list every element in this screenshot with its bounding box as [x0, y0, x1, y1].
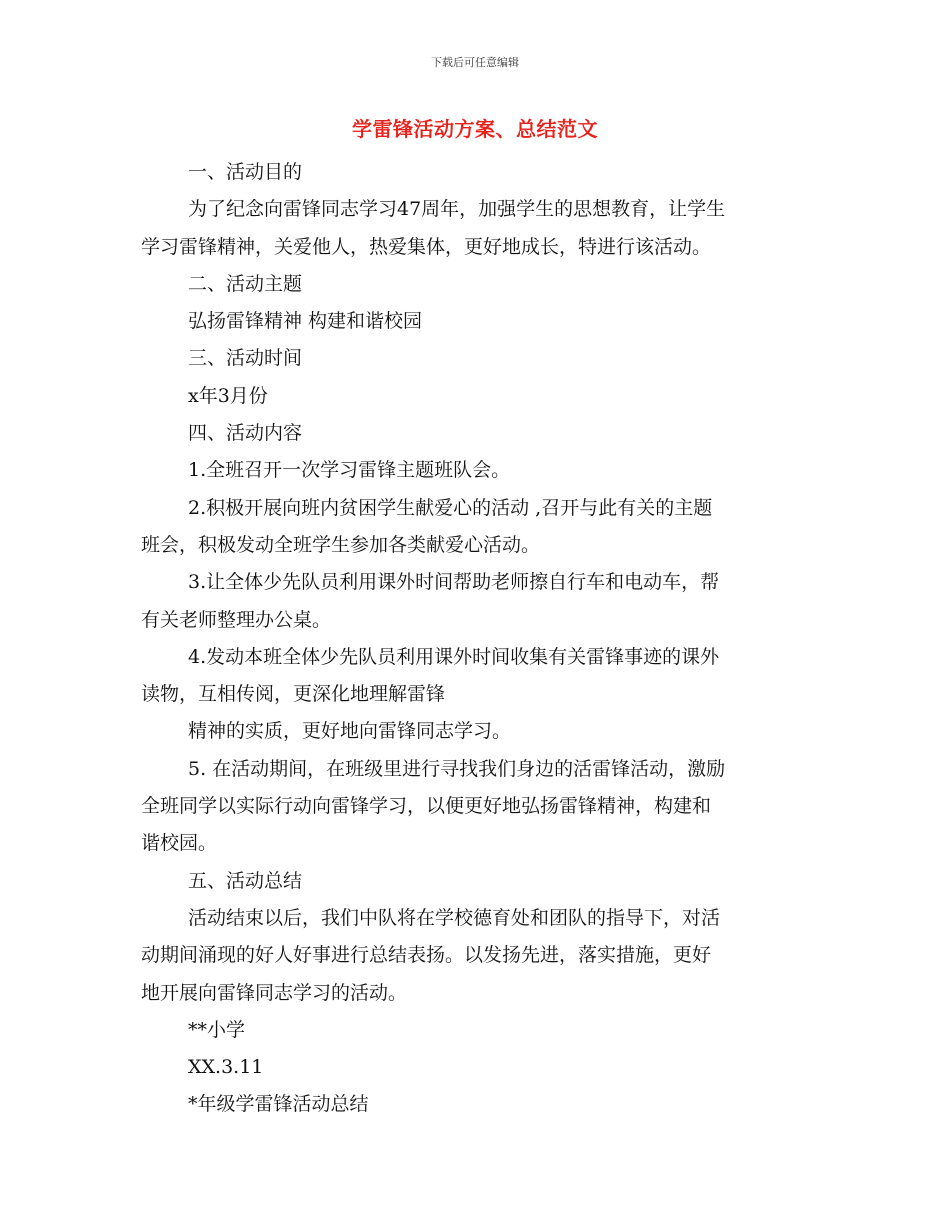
- body-line: 为了纪念向雷锋同志学习47周年，加强学生的思想教育，让学生: [188, 198, 726, 221]
- body-line: 活动结束以后，我们中队将在学校德育处和团队的指导下，对活: [188, 906, 721, 929]
- body-line: 精神的实质，更好地向雷锋同志学习。: [188, 720, 512, 743]
- body-line: 弘扬雷锋精神 构建和谐校园: [188, 310, 423, 333]
- body-line: 三、活动时间: [188, 347, 303, 370]
- body-line: 四、活动内容: [188, 422, 303, 445]
- body-line: 1.全班召开一次学习雷锋主题班队会。: [188, 459, 511, 482]
- body-line: **小学: [188, 1018, 246, 1041]
- body-line: 读物，互相传阅，更深化地理解雷锋: [141, 683, 446, 706]
- body-line: 5. 在活动期间，在班级里进行寻找我们身边的活雷锋活动，激励: [188, 757, 726, 780]
- body-line: 班会，积极发动全班学生参加各类献爱心活动。: [141, 533, 541, 556]
- document-title: 学雷锋活动方案、总结范文: [352, 117, 598, 141]
- body-line: 有关老师整理办公桌。: [141, 608, 332, 631]
- body-line: 二、活动主题: [188, 272, 303, 295]
- body-line: XX.3.11: [188, 1056, 264, 1079]
- document-body: [141, 154, 809, 1124]
- body-line: x年3月份: [188, 384, 268, 407]
- body-line: 4.发动本班全体少先队员利用课外时间收集有关雷锋事迹的课外: [188, 645, 720, 668]
- body-line: 学习雷锋精神，关爱他人，热爱集体，更好地成长，特进行该活动。: [141, 235, 712, 258]
- body-line: 2.积极开展向班内贫困学生献爱心的活动 ,召开与此有关的主题: [188, 496, 713, 519]
- body-line: 地开展向雷锋同志学习的活动。: [141, 981, 408, 1004]
- body-line: 五、活动总结: [188, 869, 303, 892]
- header-note: 下载后可任意编辑: [431, 56, 519, 69]
- body-line: 谐校园。: [141, 832, 218, 855]
- body-line: *年级学雷锋活动总结: [188, 1093, 369, 1116]
- body-line: 动期间涌现的好人好事进行总结表扬。以发扬先进，落实措施，更好: [141, 944, 712, 967]
- body-line: 一、活动目的: [188, 161, 303, 183]
- body-line: 全班同学以实际行动向雷锋学习，以便更好地弘扬雷锋精神，构建和: [141, 795, 712, 818]
- body-line: 3.让全体少先队员利用课外时间帮助老师擦自行车和电动车，帮: [188, 571, 720, 594]
